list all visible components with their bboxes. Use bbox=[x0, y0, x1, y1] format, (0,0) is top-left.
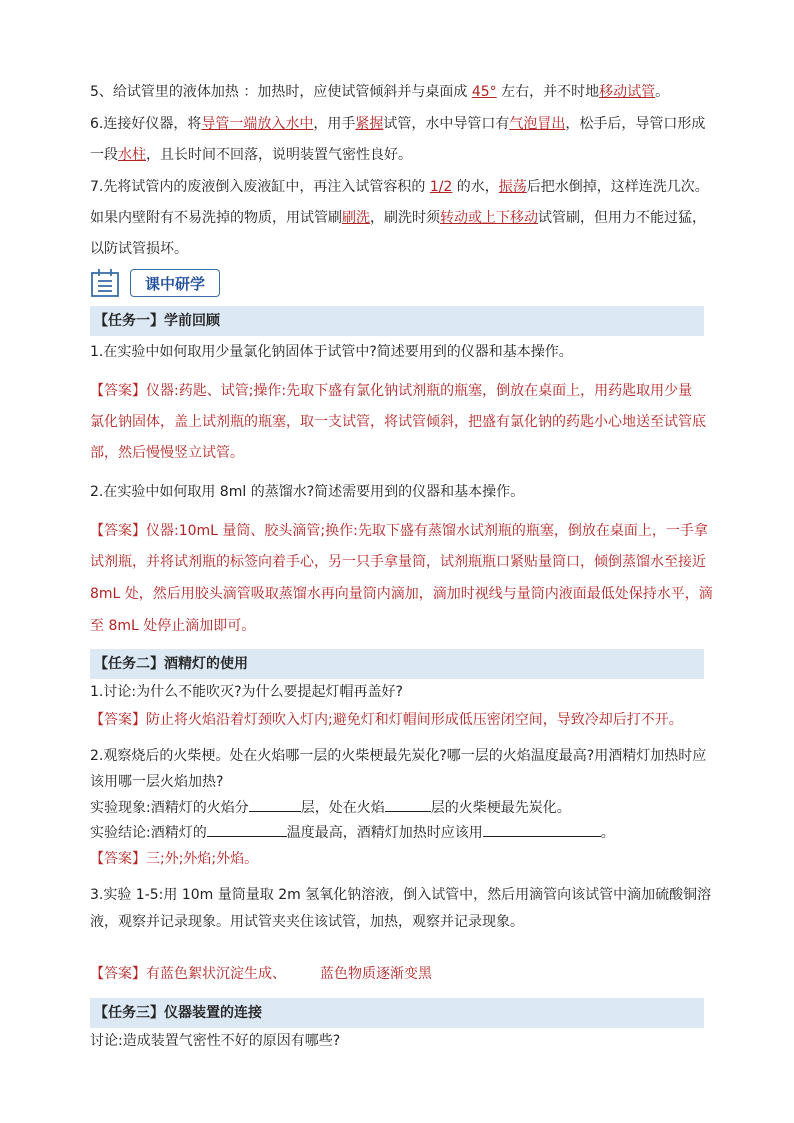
text: 温度最高，酒精灯加热时应该用 bbox=[286, 825, 483, 841]
task-2-question-2-line-1: 2.观察烧后的火柴梗。处在火焰哪一层的火柴梗最先炭化?哪一层的火焰温度最高?用酒精灯加热时应 bbox=[90, 748, 707, 764]
task-2-answer-2 bbox=[90, 849, 258, 869]
text: ，松手后，导管口形成 bbox=[565, 116, 706, 132]
answer-grip: 紧握 bbox=[355, 116, 384, 132]
task-1-answer-1-line-2: 氯化钠固体，盖上试剂瓶的瓶塞，取一支试管，将试管倾斜，把盛有氯化钠的药匙小心地送至试管底 bbox=[90, 414, 706, 430]
task-3-title: 【任务三】仪器装置的连接 bbox=[90, 998, 704, 1028]
text: 层，处在火焰 bbox=[300, 800, 385, 816]
task-2-observation bbox=[90, 797, 571, 818]
answer-text: 蓝色物质逐渐变黑 bbox=[320, 966, 432, 982]
text: 试管，水中导管口有 bbox=[383, 116, 510, 132]
text: ，且长时间不回落，说明装置气密性良好。 bbox=[146, 147, 412, 163]
text: 后把水倒掉，这样连洗几次。 bbox=[526, 179, 709, 195]
task-2-question-3-line-1: 3.实验 1-5:用 10m 量筒量取 2m 氢氧化钠溶液，倒入试管中，然后用滴管向该试管中滴加硫酸铜溶 bbox=[90, 887, 712, 903]
task-3-question-1: 讨论:造成装置气密性不好的原因有哪些? bbox=[90, 1033, 341, 1049]
answer-pipe-in-water: 导管一端放入水中 bbox=[201, 116, 314, 132]
text: 6.连接好仪器，将 bbox=[90, 116, 202, 132]
task-1-question-1: 1.在实验中如何取用少量氯化钠固体于试管中?简述要用到的仪器和基本操作。 bbox=[90, 344, 573, 360]
task-1-title: 【任务一】学前回顾 bbox=[90, 306, 704, 336]
answer-tag: 【答案】 bbox=[90, 383, 146, 399]
text: 5、给试管里的液体加热 ：加热时，应使试管倾斜并与桌面成 bbox=[90, 84, 472, 100]
answer-text: 有蓝色絮状沉淀生成、 bbox=[146, 966, 286, 982]
answer-bubbles: 气泡冒出 bbox=[509, 116, 566, 132]
task-1-answer-2-line-4: 至 8mL 处停止滴加即可。 bbox=[90, 618, 256, 634]
blank-field bbox=[385, 797, 431, 812]
item-6-line-2 bbox=[90, 145, 412, 165]
text: ，刷洗时须 bbox=[370, 210, 440, 226]
text: 试管刷，但用力不能过猛， bbox=[538, 210, 706, 226]
answer-tag: 【答案】 bbox=[90, 712, 146, 728]
text: 7.先将试管内的废液倒入废液缸中，再注入试管容积的 bbox=[90, 179, 430, 195]
answer-text: 仪器:药匙、试管;操作:先取下盛有氯化钠试剂瓶的瓶塞，倒放在桌面上，用药匙取用少量 bbox=[146, 383, 693, 399]
task-1-answer-1-line-3: 部，然后慢慢竖立试管。 bbox=[90, 445, 244, 461]
blank-field bbox=[207, 822, 287, 837]
task-2-conclusion bbox=[90, 822, 615, 843]
answer-shake: 振荡 bbox=[498, 179, 527, 195]
task-1-answer-2-line-1 bbox=[90, 521, 708, 541]
text: 一段 bbox=[90, 147, 118, 163]
answer-rotate: 转动或上下移动 bbox=[440, 210, 538, 226]
text: 如果内壁附有不易洗掉的物质，用试管刷 bbox=[90, 210, 342, 226]
item-7-line-2 bbox=[90, 208, 706, 228]
task-1-answer-1-line-1 bbox=[90, 381, 692, 401]
item-6-line-1 bbox=[90, 114, 705, 134]
answer-water-column: 水柱 bbox=[118, 147, 146, 163]
answer-text: 仪器:10mL 量筒、胶头滴管;换作:先取下盛有蒸馏水试剂瓶的瓶塞，倒放在桌面上，一手拿 bbox=[146, 523, 708, 539]
text: 的水， bbox=[452, 179, 499, 195]
text: 。 bbox=[600, 825, 615, 841]
task-2-question-2-line-2: 该用哪一层火焰加热? bbox=[90, 774, 224, 790]
answer-angle: 45° bbox=[471, 84, 497, 100]
text: ，用手 bbox=[313, 116, 356, 132]
task-2-question-3-line-2: 液，观察并记录现象。用试管夹夹住该试管，加热，观察并记录现象。 bbox=[90, 914, 524, 930]
text: 左右，并不时地 bbox=[496, 84, 600, 100]
blank-field bbox=[249, 797, 301, 812]
task-2-answer-1 bbox=[90, 710, 683, 730]
item-7-line-3: 以防试管损坏。 bbox=[90, 241, 188, 257]
answer-text: 防止将火焰沿着灯颈吹入灯内;避免灯和灯帽间形成低压密闭空间，导致冷却后打不开。 bbox=[146, 712, 683, 728]
answer-brush: 刷洗 bbox=[342, 210, 370, 226]
text: 层的火柴梗最先炭化。 bbox=[430, 800, 571, 816]
task-1-answer-2-line-3: 8mL 处，然后用胶头滴管吸取蒸馏水再向量筒内滴加，滴加时视线与量筒内液面最低处保持水平，滴 bbox=[90, 586, 713, 602]
text: 实验结论:酒精灯的 bbox=[90, 825, 207, 841]
answer-move-tube: 移动试管 bbox=[599, 84, 656, 100]
section-title: 课中研学 bbox=[130, 269, 220, 297]
task-2-question-1: 1.讨论:为什么不能吹灭?为什么要提起灯帽再盖好? bbox=[90, 684, 403, 700]
task-1-answer-2-line-2: 试剂瓶，并将试剂瓶的标签向着手心，另一只手拿量筒，试剂瓶瓶口紧贴量筒口，倾倒蒸馏水至接近 bbox=[90, 554, 706, 570]
text: 。 bbox=[655, 84, 670, 100]
answer-tag: 【答案】 bbox=[90, 966, 146, 982]
answer-text: 三;外;外焰;外焰。 bbox=[146, 851, 259, 867]
item-7-line-1 bbox=[90, 177, 709, 197]
text: 实验现象:酒精灯的火焰分 bbox=[90, 800, 249, 816]
blank-field bbox=[483, 822, 601, 837]
item-5-heating-liquid bbox=[90, 82, 669, 102]
list-icon bbox=[90, 268, 120, 298]
answer-tag: 【答案】 bbox=[90, 851, 146, 867]
task-2-answer-3 bbox=[90, 964, 432, 984]
task-1-question-2: 2.在实验中如何取用 8ml 的蒸馏水?简述需要用到的仪器和基本操作。 bbox=[90, 484, 525, 500]
task-2-title: 【任务二】酒精灯的使用 bbox=[90, 649, 704, 679]
answer-half: 1/2 bbox=[429, 179, 453, 195]
answer-tag: 【答案】 bbox=[90, 523, 146, 539]
